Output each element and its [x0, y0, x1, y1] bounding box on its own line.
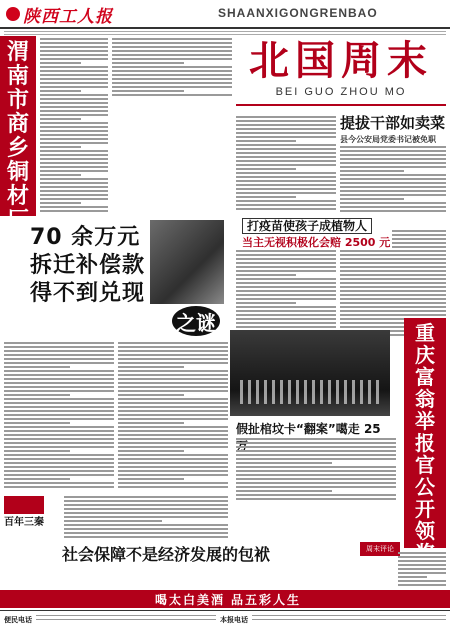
- footer: [0, 610, 450, 628]
- cadre-subheadline: 县今公安局党委书记被免职: [340, 135, 436, 144]
- banner-char: 举: [415, 409, 435, 433]
- left-vertical-banner: [0, 36, 36, 233]
- newspaper-logo: [6, 4, 113, 27]
- banner-char: 南: [6, 63, 29, 89]
- banner-char: 富: [415, 365, 435, 389]
- bottom-article-body: [64, 496, 228, 540]
- headline-article-body-2: [118, 342, 228, 492]
- vaccine-subheadline: 当主无视积极化会赔 2500 元: [242, 236, 391, 249]
- banner-char: 材: [6, 183, 29, 209]
- headline-line-2: 拆迁补偿款: [30, 253, 146, 278]
- headline-article-body-1: [4, 342, 114, 492]
- masthead-info-lines: [4, 29, 446, 35]
- right-vertical-banner: [404, 318, 446, 548]
- banner-char: 乡: [6, 135, 29, 161]
- history-column-panel: [4, 496, 60, 586]
- cadre-article-body: [340, 146, 446, 214]
- main-headline-block: [0, 218, 226, 338]
- headline-mystery-badge: 之谜: [172, 306, 220, 336]
- banner-char: 领: [415, 519, 435, 543]
- social-security-headline: 社会保障不是经济发展的包袱: [62, 545, 271, 564]
- mid-left-article-body: [112, 38, 232, 96]
- weekend-commentary-tag: 周末评论: [360, 542, 400, 556]
- history-column-mark: [4, 496, 44, 514]
- banner-char: 公: [415, 475, 435, 499]
- weekly-column-a: [236, 116, 336, 212]
- logo-mark-icon: [6, 7, 20, 21]
- banner-char: 厂: [6, 207, 29, 233]
- banner-char: 庆: [415, 343, 435, 367]
- liquor-ad-banner: [0, 590, 450, 608]
- vaccine-article-body-a: [236, 250, 336, 338]
- crowd-photo: [230, 330, 390, 416]
- mid-left-article: [112, 38, 232, 216]
- banner-char: 商: [6, 111, 29, 137]
- banner-char: 报: [415, 431, 435, 455]
- history-column-title: 百年三秦: [4, 517, 44, 528]
- banner-char: 开: [415, 497, 435, 521]
- fake-story-headline: 假扯棺坟卡“翻案”噶走 25: [236, 422, 381, 436]
- headline-line-1: 70 余万元: [30, 225, 141, 250]
- banner-char: 翁: [415, 387, 435, 411]
- banner-char: 铜: [6, 159, 29, 185]
- right-column-top-body: [392, 230, 446, 316]
- footer-paper-phone-label: 本报电话: [220, 616, 248, 624]
- footer-paper-phone-lines: [252, 615, 446, 623]
- weekly-section-header: [236, 38, 446, 112]
- left-article-body: [40, 38, 108, 216]
- bottom-right-body: [398, 552, 446, 590]
- banner-char: 市: [6, 87, 29, 113]
- ad-text-left: 喝太白美酒: [154, 592, 225, 607]
- weekly-title: 北国周末: [249, 37, 433, 84]
- cadre-headline: 提拔干部如卖菜: [340, 114, 446, 132]
- ad-text-right: 品五彩人生: [231, 592, 302, 607]
- weekly-pinyin: BEI GUO ZHOU MO: [275, 86, 407, 98]
- weekly-rule: [236, 104, 446, 106]
- masthead: [0, 0, 450, 30]
- headline-line-3: 得不到兑现: [30, 281, 146, 306]
- banner-char: 渭: [6, 39, 29, 65]
- paper-pinyin: SHAANXIGONGRENBAO: [218, 6, 378, 20]
- banner-char: 官: [415, 453, 435, 477]
- footer-hotline-lines: [36, 615, 216, 623]
- footer-hotline-label: 便民电话: [4, 616, 32, 624]
- paper-name: 陕西工人报: [23, 6, 113, 27]
- fake-story-body: [236, 438, 396, 504]
- vaccine-headline: 打疫苗使孩子成植物人: [242, 218, 372, 234]
- banner-char: 重: [415, 321, 435, 345]
- headline-photo: [150, 220, 224, 304]
